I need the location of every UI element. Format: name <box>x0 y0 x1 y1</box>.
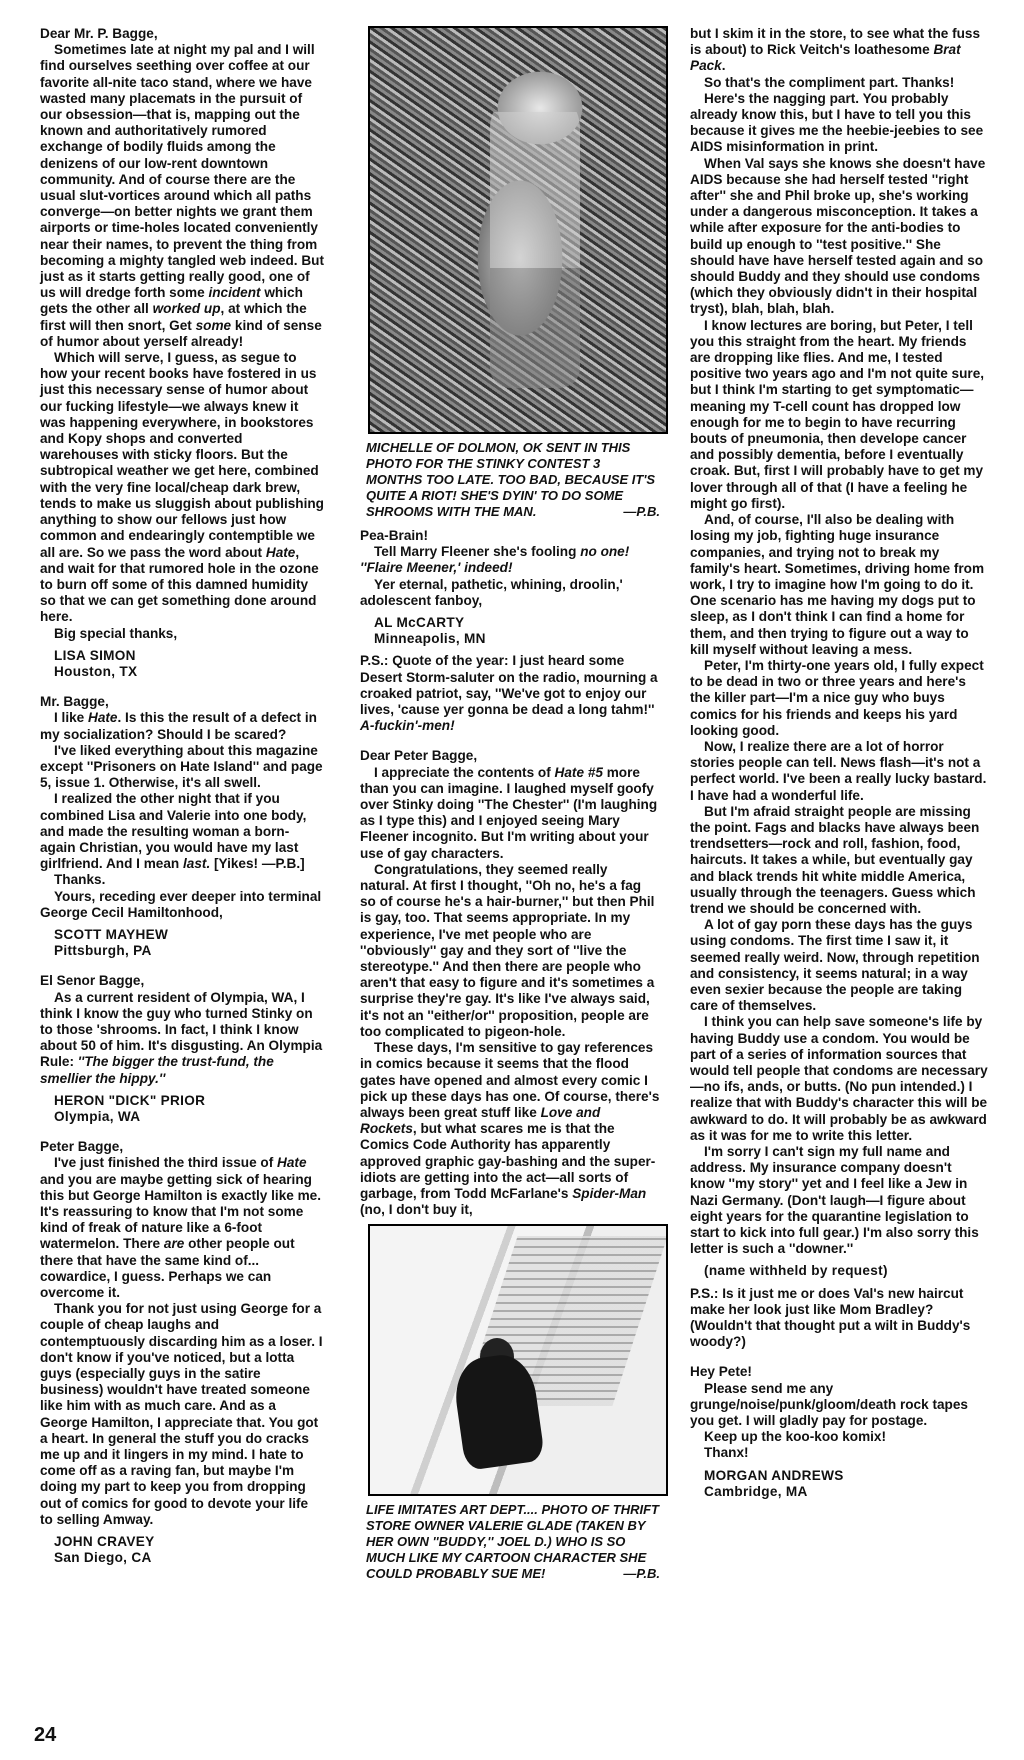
signature <box>374 615 660 647</box>
signature-location: Olympia, WA <box>54 1109 141 1124</box>
photo-michelle-bikini <box>368 26 668 434</box>
paragraph: Here's the nagging part. You probably already know this, but I have to tell you this because it gives me the heebie-jeebies to see AIDS misinformation in print. <box>690 90 984 155</box>
signature <box>704 1468 988 1500</box>
signature <box>54 1534 324 1566</box>
signature-name: HERON "DICK" PRIOR <box>54 1092 206 1108</box>
column-2 <box>360 26 660 1582</box>
paragraph: Thanks. <box>54 872 106 888</box>
photo-figure <box>490 88 580 388</box>
salutation: El Senor Bagge, <box>40 973 145 989</box>
page-number: 24 <box>34 1724 57 1746</box>
paragraph: Thanx! <box>704 1445 749 1461</box>
paragraph: I know lectures are boring, but Peter, I tell you this straight from the heart. My friends are dropping like flies. And me, I tested positive two years ago and I'm not quite sure, but I think I'm starting to get symptomatic—meaning my T-cell count has dropped low enough for me to begin to have recurring bouts of pneumonia, then develope cancer and possibly dementia, before I eventually croak. But, first I will probably have to get my lover through all of that (I have a feeling he might go first). <box>690 317 985 511</box>
paragraph: A lot of gay porn these days has the guys using condoms. The first time I saw it, it seemed really weird. Now, through repetition and consistency, it seems natural; in a way even sexier because the people are taking care of themselves. <box>690 917 980 1014</box>
paragraph: But I'm afraid straight people are missing the point. Fags and blacks have always been trendsetters—rock and roll, fashion, food, haircuts. It takes a while, but eventually gay and black trends hit white middle America, usually through the teenagers. Guess which trend we should be concerned with. <box>690 803 980 916</box>
paragraph: Tell Marry Fleener she's fooling no one! ''Flaire Meener,' indeed! <box>360 544 630 576</box>
signature-name: MORGAN ANDREWS <box>704 1467 844 1483</box>
paragraph: I'm sorry I can't sign my full name and address. My insurance company doesn't know ''my story'' yet and I feel like a Jew in Nazi Germany. (Don't laugh—I figure about eight years for the quarantine legislation to start to kick into full gear.) I'm also sorry this letter is such a ''downer.'' <box>690 1144 979 1257</box>
signature <box>54 1093 324 1125</box>
paragraph: So that's the compliment part. Thanks! <box>704 74 955 90</box>
paragraph: Yer eternal, pathetic, whining, droolin,' adolescent fanboy, <box>360 576 623 608</box>
salutation: Peter Bagge, <box>40 1139 124 1155</box>
paragraph: I've liked everything about this magazine except ''Prisoners on Hate Island'' and page 5, issue 1. Otherwise, it's all swell. <box>40 742 323 791</box>
letter-al-mccarty <box>360 528 660 734</box>
signature-location: Minneapolis, MN <box>374 631 486 647</box>
salutation: Dear Peter Bagge, <box>360 748 478 764</box>
paragraph: Now, I realize there are a lot of horror stories people can tell. News flash—it's not a perfect world. I've been a really lucky bastard. I have had a wonderful life. <box>690 738 987 803</box>
salutation: Pea-Brain! <box>360 528 428 543</box>
caption-credit: —P.B. <box>623 1566 660 1582</box>
caption-credit: —P.B. <box>623 504 660 519</box>
paragraph: Congratulations, they seemed really natural. At first I thought, ''Oh no, he's a fag so of course he's a hair-burner,'' but then Phil is gay, too. That seems appropriate. In my experience, I've met people who are ''obviously'' gay and they sort of ''live the stereotype.'' And then there are people who aren't that easy to figure and it's sometimes a surprise they're gay. It's like I've always said, it's not an ''either/or'' proposition, people are too complicated to pigeon-hole. <box>360 861 655 1039</box>
salutation: Dear Mr. P. Bagge, <box>40 26 158 41</box>
letter-anonymous <box>360 748 660 1218</box>
paragraph: Peter, I'm thirty-one years old, I fully expect to be dead in two or three years and here's the killer part—I'm a nice guy who buys comics for his friends and keeps his yard looking good. <box>690 657 984 738</box>
photo-valerie-glade <box>368 1224 668 1496</box>
paragraph: I think you can help save someone's life by having Buddy use a condom. You would be part of a series of information sources that would tell people that condoms are necessary—no ifs, ands, or butts. (No pun intended.) I realize that with Buddy's character this will be awkward to do. It will probably be as awkward as it was for me to write this letter. <box>690 1014 988 1143</box>
paragraph: I've just finished the third issue of Hate and you are maybe getting sick of hearing this but George Hamilton is exactly like me. It's reassuring to know that I'm not some kind of freak of nature like a 6-foot watermelon. There are other people out there that have the same kind of... cowardice, I guess. Perhaps we can overcome it. <box>40 1155 322 1301</box>
signature-name: LISA SIMON <box>54 647 136 663</box>
paragraph: Keep up the koo-koo komix! <box>704 1429 887 1445</box>
paragraph: Big special thanks, <box>54 625 178 641</box>
paragraph: but I skim it in the store, to see what the fuss is about) to Rick Veitch's loathesome Brat Pack. <box>690 26 981 74</box>
paragraph: I appreciate the contents of Hate #5 more than you can imagine. I laughed myself goofy over Stinky doing ''The Chester'' (I'm laughing as I type this) and I enjoyed seeing Mary Fleener incognito. But I'm writing about your use of gay characters. <box>360 764 658 861</box>
paragraph: Which will serve, I guess, as segue to how your recent books have fostered in us just this necessary sense of humor about our fucking lifestyle—we always knew it was happening everywhere, in bookstores and Kopy shops and converted warehouses with sticky floors. But the subtropical weather we get here, combined with the very fine local/cheap dark brew, tends to make us sluggish about publishing anything to show our fellows just how common and endearingly contemptible we all are. So we pass the word about Hate, and wait for that rumored hole in the ozone to burn off some of this damned humidity so that we can get something done around here. <box>40 350 324 625</box>
salutation: Mr. Bagge, <box>40 694 109 710</box>
paragraph: I like Hate. Is this the result of a defect in my socialization? Should I be scared? <box>40 710 317 742</box>
letter-john-cravey <box>40 1139 324 1566</box>
column-1 <box>40 26 324 1566</box>
signature-location: San Diego, CA <box>54 1550 152 1566</box>
paragraph: As a current resident of Olympia, WA, I think I know the guy who turned Stinky on to those 'shrooms. In fact, I think I know about 50 of him. It's disgusting. An Olympia Rule: ''The bigger the trust-fund, the smellier the hippy.'' <box>40 989 323 1086</box>
letter-scott-mayhew <box>40 694 324 959</box>
letter-heron-prior <box>40 973 324 1125</box>
paragraph: These days, I'm sensitive to gay references in comics because it seems that the flood gates have opened and almost every comic I pick up these days has one. Of course, there's always been great stuff like Love and Rockets, but what scares me is that the Comics Code Authority has apparently approved graphic gay-bashing and the super-idiots are getting into the act—all sorts of garbage, from Todd McFarlane's Spider-Man (no, I don't buy it, <box>360 1040 660 1218</box>
signature-name: (name withheld by request) <box>704 1263 888 1279</box>
signature <box>54 648 324 680</box>
photo-caption: MICHELLE OF DOLMON, OK SENT IN THIS PHOTO FOR THE STINKY CONTEST 3 MONTHS TOO LATE. TOO BAD, BECAUSE IT'S QUITE A RIOT! SHE'S DYIN' TO DO SOME SHROOMS WITH THE MAN. —P.B. <box>366 440 660 519</box>
signature-name: JOHN CRAVEY <box>54 1534 155 1550</box>
paragraph: And, of course, I'll also be dealing with losing my job, fighting huge insurance companies, and trying not to break my family's heart. Sometimes, driving home from work, I try to imagine how I'm going to do it. One scenario has me having my dogs put to sleep, as I don't think I can find a home for them, and then trying to figure out a way to kill myself without leaving a mess. <box>690 512 985 657</box>
photo-caption: LIFE IMITATES ART DEPT.... PHOTO OF THRIFT STORE OWNER VALERIE GLADE (TAKEN BY HER OWN ''BUDDY,'' JOEL D.) WHO IS SO MUCH LIKE MY CARTOON CHARACTER SHE COULD PROBABLY SUE ME! —P.B. <box>366 1502 660 1582</box>
paragraph: Please send me any grunge/noise/punk/gloom/death rock tapes you get. I will gladly pay for postage. <box>690 1380 968 1429</box>
salutation: Hey Pete! <box>690 1364 752 1380</box>
postscript: P.S.: Is it just me or does Val's new haircut make her look just like Mom Bradley? (Wouldn't that thought put a wilt in Buddy's woody?) <box>690 1285 971 1350</box>
paragraph: I realized the other night that if you combined Lisa and Valerie into one body, and made the resulting woman a born-again Christian, you would have my last girlfriend. And I mean last. [Yikes! —P.B.] <box>40 791 307 872</box>
signature <box>704 1263 988 1279</box>
signature-name: SCOTT MAYHEW <box>54 926 169 942</box>
signature <box>54 927 324 959</box>
letter-morgan-andrews <box>690 1364 988 1500</box>
paragraph: Sometimes late at night my pal and I will find ourselves seething over coffee at our favorite all-nite taco stand, where we have wasted many placemats in the pursuit of our obsession—that is, mapping out the known and authoritatively rumored exchange of bodily fluids among the denizens of our low-rent downtown community. And of course there are the usual slut-vortices around which all paths converge—on better nights we grant them airports or time-holes located conveniently near their names, to prevent the thing from becoming a mighty tangled web indeed. But just as it starts getting really good, one of us will dredge forth some incident which gets the other all worked up, at which the first will then snort, Get some kind of sense of humor about yerself already! <box>40 42 324 349</box>
paragraph: Yours, receding ever deeper into terminal George Cecil Hamiltonhood, <box>40 888 322 920</box>
column-3 <box>690 26 988 1500</box>
paragraph: When Val says she knows she doesn't have AIDS because she had herself tested ''right after'' she and Phil broke up, she's working under a dangerous misconception. It takes a while after exposure for the anti-bodies to build up enough to ''test positive.'' She should have have herself tested again and so should Buddy and they should use condoms (which they obviously didn't in their hospital tryst), blah, blah, blah. <box>690 155 986 317</box>
letter-lisa-simon <box>40 26 324 680</box>
paragraph: Thank you for not just using George for a couple of cheap laughs and contemptuously discarding him as a loser. I don't know if you've noticed, but a lotta guys (especially guys in the satire business) wouldn't have treated someone like him with as much care. And as a George Hamilton, I appreciate that. You got a heart. In general the stuff you do cracks me up and it lingers in my mind. I hate to come off as a raving fan, but maybe I'm doing my part to keep you from dropping out of comics for good to devote your life to selling Amway. <box>40 1301 323 1527</box>
postscript: P.S.: Quote of the year: I just heard some Desert Storm-saluter on the radio, mourning a croaked patriot, say, ''We've got to enjoy our lives, 'cause yer gonna be dead a long tahm!'' A-fuckin'-men! <box>360 653 658 734</box>
signature-name: AL McCARTY <box>374 615 465 631</box>
signature-location: Pittsburgh, PA <box>54 943 152 959</box>
signature-location: Cambridge, MA <box>704 1483 808 1499</box>
signature-location: Houston, TX <box>54 663 138 679</box>
